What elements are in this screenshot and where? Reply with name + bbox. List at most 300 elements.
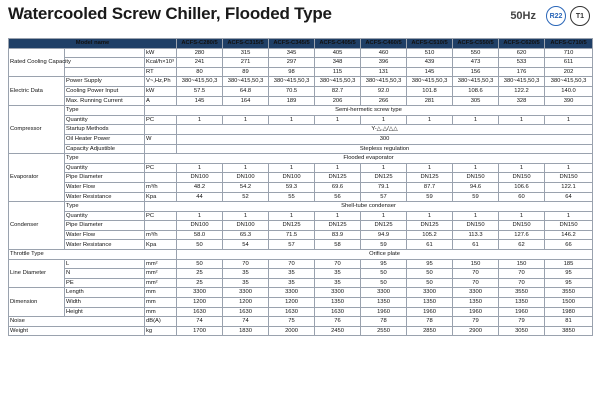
cell-value: 1960 [407,307,453,317]
cell-value: 74 [177,317,223,327]
row-param-label: Length [65,288,145,298]
cell-value: 1 [499,211,545,221]
table-row [9,221,593,231]
cell-value: 328 [499,96,545,106]
cell-value: 3050 [499,326,545,336]
cell-value: 69.6 [315,182,361,192]
row-param-label: Water Resistance [65,240,145,250]
cell-value: 1 [545,163,593,173]
cell-value: 76 [315,317,361,327]
cell-value: 62 [499,240,545,250]
cell-value: 35 [269,269,315,279]
cell-value: 113.3 [453,230,499,240]
row-group-label: Condenser [9,202,65,250]
cell-value: 315 [223,48,269,58]
cell-value: 305 [453,96,499,106]
cell-value: 50 [177,240,223,250]
cell-value: DN125 [315,173,361,183]
cell-value: 48.2 [177,182,223,192]
cell-value: 405 [315,48,361,58]
row-unit: W [145,134,177,144]
cell-value: 550 [453,48,499,58]
row-unit: mm² [145,259,177,269]
cell-value: 115 [315,67,361,77]
cell-value: 206 [315,96,361,106]
cell-value: 65.3 [223,230,269,240]
cell-value: 396 [361,58,407,68]
model-header: ACFS-C345/5 [269,39,315,49]
cell-value: 2000 [269,326,315,336]
row-param-label: Quantity [65,163,145,173]
row-param-label: Capacity Adjustible [65,144,145,154]
cell-value: 164 [223,96,269,106]
cell-value: 70 [499,269,545,279]
row-unit: PC [145,211,177,221]
row-unit: mm² [145,269,177,279]
cell-value: 150 [499,259,545,269]
cell-value: 83.9 [315,230,361,240]
cell-value: 380~415,50,3 [315,77,361,87]
row-param-label: Height [65,307,145,317]
cell-value: DN150 [453,221,499,231]
cell-value: 70 [315,259,361,269]
model-header: ACFS-C460/5 [361,39,407,49]
cell-value: 95 [407,259,453,269]
cell-value: DN150 [545,221,593,231]
cell-value: 35 [315,269,361,279]
cell-value: 59 [361,240,407,250]
spec-table [8,38,593,336]
cell-value: 146.2 [545,230,593,240]
table-row [9,259,593,269]
cell-value: 127.6 [499,230,545,240]
table-row [9,182,593,192]
table-row [9,58,593,68]
cell-value: 50 [361,278,407,288]
cell-value: 55 [269,192,315,202]
cell-value: 156 [453,67,499,77]
cell-value: 78 [407,317,453,327]
row-param-label: Pipe Diameter [65,221,145,231]
cell-value: 189 [269,96,315,106]
model-header: ACFS-C510/5 [407,39,453,49]
row-unit: mm [145,288,177,298]
row-param-label: N [65,269,145,279]
table-row [9,106,593,116]
cell-value: 1 [269,211,315,221]
cell-value: 1630 [177,307,223,317]
cell-value: 2900 [453,326,499,336]
header-badges [510,6,590,26]
row-param-label: Type [65,106,145,116]
cell-value: 94.9 [361,230,407,240]
table-row [9,192,593,202]
cell-value: 510 [407,48,453,58]
cell-value: 1 [269,115,315,125]
cell-value: 66 [545,240,593,250]
cell-value: DN150 [453,173,499,183]
cell-value: 390 [545,96,593,106]
cell-value: 1 [407,163,453,173]
cell-value: 1350 [361,298,407,308]
row-unit: mm [145,307,177,317]
cell-value: DN100 [177,221,223,231]
cell-value: 70 [223,259,269,269]
row-unit: PC [145,163,177,173]
table-row [9,278,593,288]
cell-value: DN125 [269,221,315,231]
cell-value: 35 [223,278,269,288]
cell-value: 101.8 [407,86,453,96]
refrigerant-badge: R22 [546,6,566,26]
cell-value: 1350 [499,298,545,308]
cell-value: 61 [453,240,499,250]
cell-value: 95 [361,259,407,269]
row-unit: mm² [145,278,177,288]
cell-value: 50 [361,269,407,279]
cell-value: 1960 [361,307,407,317]
table-row [9,240,593,250]
cell-value: 50 [177,259,223,269]
cell-value: 80 [177,67,223,77]
table-row [9,288,593,298]
cell-value: 1350 [407,298,453,308]
cell-value: 131 [361,67,407,77]
model-header: ACFS-C405/5 [315,39,361,49]
row-param-label: L [65,259,145,269]
cell-value: 79 [453,317,499,327]
cell-value: 348 [315,58,361,68]
cell-value: 70 [453,269,499,279]
table-row [9,326,593,336]
cell-value: 64 [545,192,593,202]
cell-value: 82.7 [315,86,361,96]
cell-value: 44 [177,192,223,202]
cell-value: 75 [269,317,315,327]
cell-value: 1 [223,163,269,173]
cell-value: 95 [545,278,593,288]
cell-value: DN150 [499,221,545,231]
cell-value: DN100 [223,221,269,231]
cell-value: 1350 [453,298,499,308]
table-row [9,298,593,308]
row-param-label [65,58,145,68]
cell-value: 71.5 [269,230,315,240]
table-header-row [9,39,593,49]
cell-value: 1 [361,211,407,221]
cell-value: 281 [407,96,453,106]
cell-value: 1 [177,163,223,173]
cell-value: 89 [223,67,269,77]
cell-value: 380~415,50,3 [545,77,593,87]
cell-value: 266 [361,96,407,106]
row-group-label: Noise [9,317,145,327]
cell-value: 1 [453,115,499,125]
cell-value: 79 [499,317,545,327]
table-row [9,77,593,87]
row-group-label: Dimension [9,288,65,317]
merged-value: Orifice plate [177,250,593,260]
model-header: ACFS-C315/5 [223,39,269,49]
cell-value: 1 [545,211,593,221]
merged-value: 300 [177,134,593,144]
cell-value: 60 [499,192,545,202]
cell-value: 3300 [453,288,499,298]
cell-value: 3300 [269,288,315,298]
cell-value: 58 [315,240,361,250]
cell-value: 1 [269,163,315,173]
cell-value: 59.3 [269,182,315,192]
row-unit: Kcal/h×10³ [145,58,177,68]
cell-value: 3300 [407,288,453,298]
row-param-label: Type [65,202,145,212]
table-row [9,67,593,77]
cell-value: 54.2 [223,182,269,192]
cell-value: 1 [315,115,361,125]
cell-value: 1 [177,211,223,221]
cell-value: 25 [177,269,223,279]
table-row [9,115,593,125]
model-header: ACFS-C280/5 [177,39,223,49]
cell-value: 122.1 [545,182,593,192]
row-param-label: Cooling Power Input [65,86,145,96]
cell-value: 92.0 [361,86,407,96]
cell-value: 611 [545,58,593,68]
row-param-label: Max. Running Current [65,96,145,106]
cell-value: 3300 [177,288,223,298]
cell-value: 59 [453,192,499,202]
cell-value: 3550 [499,288,545,298]
page-title: Watercooled Screw Chiller, Flooded Type [8,4,332,23]
table-row [9,230,593,240]
cell-value: 241 [177,58,223,68]
cell-value: 25 [177,278,223,288]
row-unit: mm [145,298,177,308]
table-row [9,154,593,164]
cell-value: DN150 [545,173,593,183]
cell-value: 271 [223,58,269,68]
cell-value: 106.6 [499,182,545,192]
row-group-label: Line Diameter [9,259,65,288]
cell-value: DN125 [315,221,361,231]
cell-value: 2850 [407,326,453,336]
cell-value: 1 [407,211,453,221]
cell-value: 54 [223,240,269,250]
row-unit [145,144,177,154]
cell-value: 1 [361,115,407,125]
cell-value: 95 [545,269,593,279]
row-unit: m³/h [145,182,177,192]
row-unit: A [145,96,177,106]
cell-value: 1200 [223,298,269,308]
cell-value: DN125 [407,221,453,231]
table-row [9,48,593,58]
row-param-label: PE [65,278,145,288]
cell-value: 345 [269,48,315,58]
row-unit: kW [145,48,177,58]
cell-value: 3550 [545,288,593,298]
cell-value: 280 [177,48,223,58]
cell-value: 98 [269,67,315,77]
cell-value: 35 [223,269,269,279]
row-unit [145,125,177,135]
row-unit [145,221,177,231]
cell-value: 3300 [361,288,407,298]
cell-value: 185 [545,259,593,269]
cell-value: 50 [407,269,453,279]
merged-value: Semi-hermetic screw type [145,106,593,116]
row-unit [145,173,177,183]
table-row [9,144,593,154]
cell-value: 56 [315,192,361,202]
cell-value: DN125 [361,221,407,231]
cell-value: 122.2 [499,86,545,96]
cell-value: 380~415,50,3 [223,77,269,87]
row-param-label: Water Flow [65,230,145,240]
row-param-label: Water Flow [65,182,145,192]
cell-value: 1630 [315,307,361,317]
cell-value: 1 [223,211,269,221]
row-group-label: Electric Data [9,77,65,106]
row-unit: kW [145,86,177,96]
cell-value: 1 [361,163,407,173]
row-param-label: Pipe Diameter [65,173,145,183]
cell-value: 3850 [545,326,593,336]
cell-value: 380~415,50,3 [407,77,453,87]
row-unit: PC [145,115,177,125]
cell-value: 2450 [315,326,361,336]
cell-value: 1 [499,163,545,173]
table-row [9,317,593,327]
cell-value: 79.1 [361,182,407,192]
cell-value: 380~415,50,3 [453,77,499,87]
row-unit: V~,Hz,Ph [145,77,177,87]
cell-value: DN100 [177,173,223,183]
cell-value: 620 [499,48,545,58]
cell-value: 58.0 [177,230,223,240]
table-row [9,269,593,279]
cell-value: DN100 [269,173,315,183]
cell-value: 1960 [499,307,545,317]
model-header: ACFS-C710/5 [545,39,593,49]
cell-value: 70 [269,259,315,269]
model-header: ACFS-C620/5 [499,39,545,49]
cell-value: 1200 [269,298,315,308]
cell-value: 64.8 [223,86,269,96]
cell-value: 81 [545,317,593,327]
cell-value: 150 [453,259,499,269]
cell-value: 70.5 [269,86,315,96]
cell-value: 176 [499,67,545,77]
row-param-label [65,67,145,77]
table-row [9,86,593,96]
cell-value: 108.6 [453,86,499,96]
cell-value: 380~415,50,3 [499,77,545,87]
cell-value: 380~415,50,3 [269,77,315,87]
table-row [9,163,593,173]
cell-value: DN125 [361,173,407,183]
table-row [9,250,593,260]
cell-value: 1 [177,115,223,125]
table-row [9,202,593,212]
row-unit: RT [145,67,177,77]
cell-value: 3300 [223,288,269,298]
merged-value: Y-△,△/△△ [177,125,593,135]
cell-value: 460 [361,48,407,58]
cell-value: 57 [361,192,407,202]
cell-value: 50 [407,278,453,288]
cell-value: DN125 [407,173,453,183]
row-unit: Kpa [145,240,177,250]
row-group-label: Throttle Type [9,250,177,260]
merged-value: Stepless regulation [177,144,593,154]
row-unit: kg [145,326,177,336]
merged-value: Flooded evaporator [145,154,593,164]
frequency-label: 50Hz [510,10,536,22]
cell-value: 380~415,50,3 [177,77,223,87]
row-param-label: Type [65,154,145,164]
row-group-label: Compressor [9,106,65,154]
cell-value: 1500 [545,298,593,308]
cell-value: 1 [407,115,453,125]
cell-value: 1350 [315,298,361,308]
table-row [9,134,593,144]
cell-value: 94.6 [453,182,499,192]
row-group-label: Weight [9,326,145,336]
model-name-header: Model name [9,39,177,49]
table-row [9,125,593,135]
cell-value: 78 [361,317,407,327]
cell-value: 145 [407,67,453,77]
table-row [9,211,593,221]
cell-value: 35 [269,278,315,288]
row-param-label: Power Supply [65,77,145,87]
cell-value: 1 [453,163,499,173]
row-group-label: Rated Cooling Capacity [9,48,65,77]
cell-value: 380~415,50,3 [361,77,407,87]
cell-value: 87.7 [407,182,453,192]
cell-value: 202 [545,67,593,77]
cell-value: 1200 [177,298,223,308]
row-unit: Kpa [145,192,177,202]
cell-value: 473 [453,58,499,68]
table-row [9,173,593,183]
cell-value: 145 [177,96,223,106]
model-header: ACFS-C550/5 [453,39,499,49]
merged-value: Shell-tube condenser [145,202,593,212]
cell-value: 3300 [315,288,361,298]
cell-value: 710 [545,48,593,58]
cell-value: 74 [223,317,269,327]
cell-value: 52 [223,192,269,202]
row-param-label: Width [65,298,145,308]
cell-value: 2550 [361,326,407,336]
row-unit: m³/h [145,230,177,240]
type-badge: T1 [570,6,590,26]
cell-value: 1 [315,211,361,221]
table-row [9,307,593,317]
cell-value: 61 [407,240,453,250]
cell-value: 105.2 [407,230,453,240]
cell-value: 35 [315,278,361,288]
cell-value: 297 [269,58,315,68]
cell-value: 1 [499,115,545,125]
cell-value: 1630 [269,307,315,317]
cell-value: 57.5 [177,86,223,96]
row-param-label: Oil Heater Power [65,134,145,144]
cell-value: 57 [269,240,315,250]
cell-value: 1960 [453,307,499,317]
